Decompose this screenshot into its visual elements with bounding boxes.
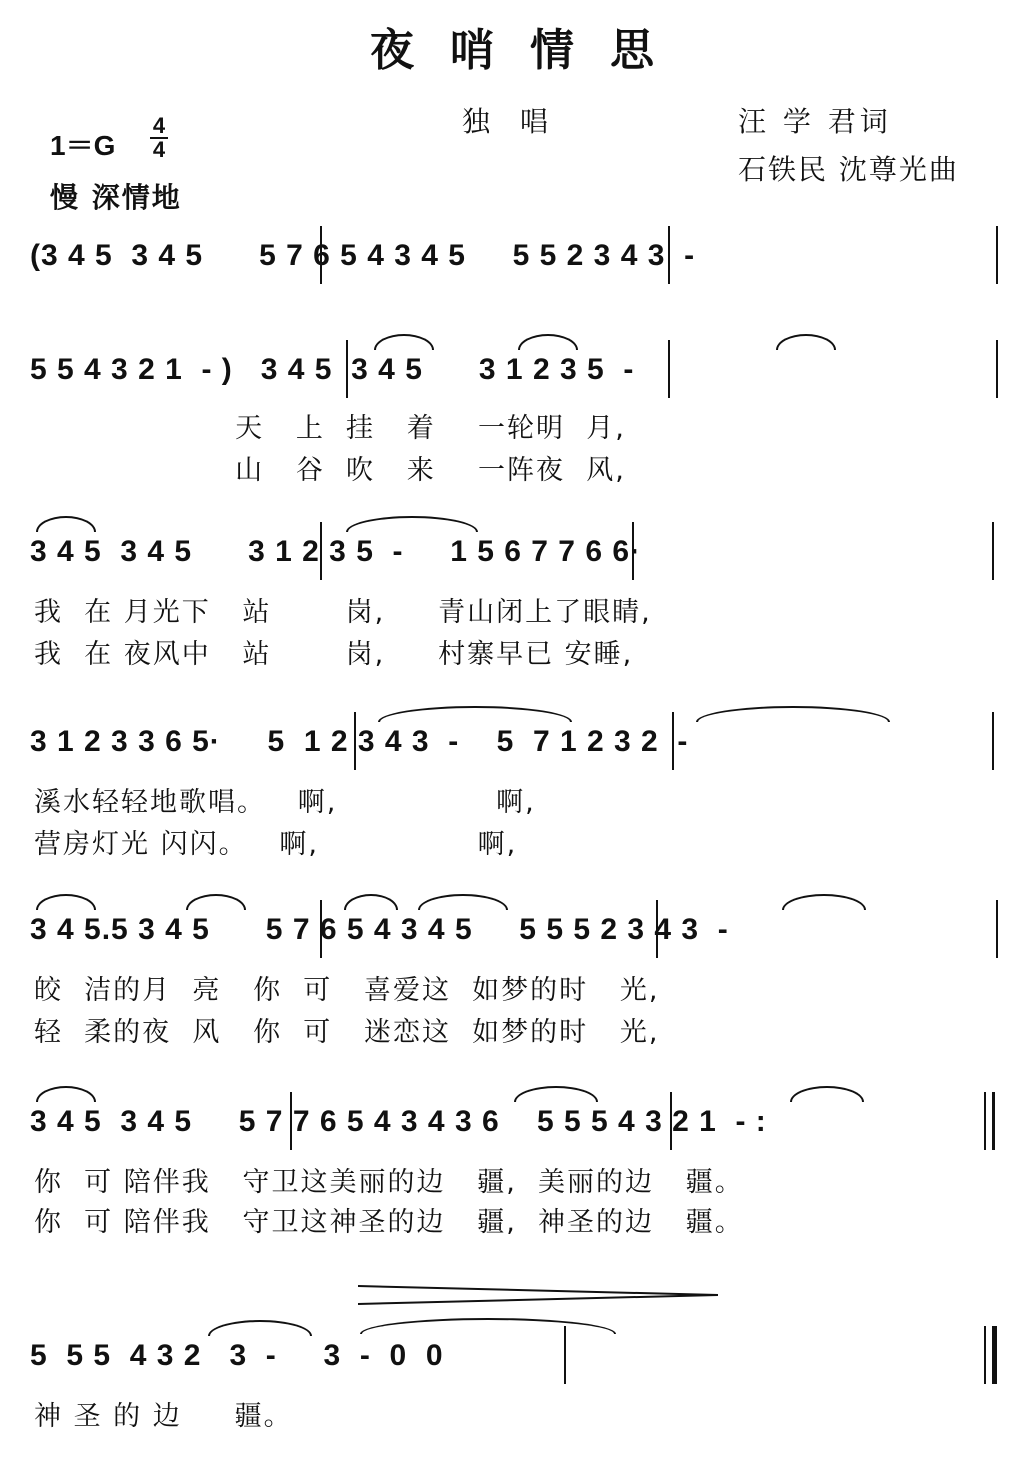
key-signature: 1＝G	[50, 130, 116, 161]
slur	[518, 334, 578, 350]
slur	[776, 334, 836, 350]
barline	[984, 1092, 986, 1150]
composer-credit: 石铁民 沈尊光曲	[738, 153, 959, 186]
slur	[418, 894, 508, 910]
barline	[290, 1092, 292, 1150]
time-signature-top: 4	[152, 113, 166, 138]
performance-type: 独唱	[462, 105, 579, 138]
lyric-verse-2: 营房灯光 闪闪。 啊, 啊,	[34, 829, 518, 860]
barline	[996, 226, 998, 284]
tempo-marking: 慢 深情地	[50, 181, 182, 214]
time-signature	[150, 113, 168, 162]
slur	[346, 516, 478, 532]
barline	[354, 712, 356, 770]
slur	[790, 1086, 864, 1102]
barline	[996, 900, 998, 958]
final-barline-thin	[984, 1326, 986, 1384]
notes: 5 5 4 3 2 1 - ) 3 4 5 3 4 5 3 1 2 3 5 -	[30, 353, 635, 386]
barline	[668, 226, 670, 284]
barline	[346, 340, 348, 398]
slur	[782, 894, 866, 910]
slur	[344, 894, 398, 910]
notes: 3 4 5.5 3 4 5 5 7 6 5 4 3 4 5 5 5 5 2 3 4 3 -	[30, 913, 729, 946]
lyric-verse-2: 轻 柔的夜 风 你 可 迷恋这 如梦的时 光,	[34, 1017, 660, 1048]
lyric-verse-1: 我 在 月光下 站 岗, 青山闭上了眼睛,	[34, 597, 652, 628]
lyric-verse-1: 天 上 挂 着 一轮明 月,	[34, 413, 626, 444]
repeat-end-barline	[992, 1092, 995, 1150]
barline	[672, 712, 674, 770]
slur	[378, 706, 572, 722]
barline	[632, 522, 634, 580]
slur	[186, 894, 246, 910]
barline	[996, 340, 998, 398]
barline	[564, 1326, 566, 1384]
score-line-1	[0, 226, 1024, 306]
barline	[320, 522, 322, 580]
notes: 3 1 2 3 3 6 5· 5 1 2 3 4 3 - 5 7 1 2 3 2 -	[30, 725, 689, 758]
slur	[36, 516, 96, 532]
notes: 3 4 5 3 4 5 3 1 2 3 5 - 1 5 6 7 7 6 6·	[30, 535, 642, 568]
slur	[514, 1086, 598, 1102]
lyric-verse-1: 神 圣 的 边 疆。	[34, 1401, 293, 1432]
barline	[320, 226, 322, 284]
notes: (3 4 5 3 4 5 5 7 6 5 4 3 4 5 5 5 2 3 4 3 -	[30, 239, 696, 272]
barline	[656, 900, 658, 958]
slur	[696, 706, 890, 722]
barline	[670, 1092, 672, 1150]
time-signature-bottom: 4	[152, 137, 166, 162]
tie	[360, 1318, 616, 1334]
notes: 3 4 5 3 4 5 5 7 7 6 5 4 3 4 3 6 5 5 5 4 3 2 1 - :	[30, 1105, 767, 1138]
lyric-verse-2: 你 可 陪伴我 守卫这神圣的边 疆, 神圣的边 疆。	[34, 1207, 744, 1238]
lyricist-credit: 汪 学 君词	[738, 105, 892, 138]
barline	[668, 340, 670, 398]
final-barline-thick	[992, 1326, 997, 1384]
lyric-verse-2: 我 在 夜风中 站 岗, 村寨早已 安睡,	[34, 639, 634, 670]
notes: 5 5 5 4 3 2 3 - 3 - 0 0	[30, 1339, 444, 1372]
lyric-verse-1: 你 可 陪伴我 守卫这美丽的边 疆, 美丽的边 疆。	[34, 1167, 744, 1198]
lyric-verse-1: 皎 洁的月 亮 你 可 喜爱这 如梦的时 光,	[34, 975, 660, 1006]
lyric-verse-1: 溪水轻轻地歌唱。 啊, 啊,	[34, 787, 536, 818]
slur	[374, 334, 434, 350]
decrescendo-hairpin	[358, 1284, 718, 1306]
song-title: 夜哨情思	[370, 25, 690, 76]
slur	[36, 894, 96, 910]
barline	[320, 900, 322, 958]
barline	[992, 712, 994, 770]
lyric-verse-2: 山 谷 吹 来 一阵夜 风,	[34, 455, 626, 486]
slur	[36, 1086, 96, 1102]
slur	[208, 1320, 312, 1336]
barline	[992, 522, 994, 580]
